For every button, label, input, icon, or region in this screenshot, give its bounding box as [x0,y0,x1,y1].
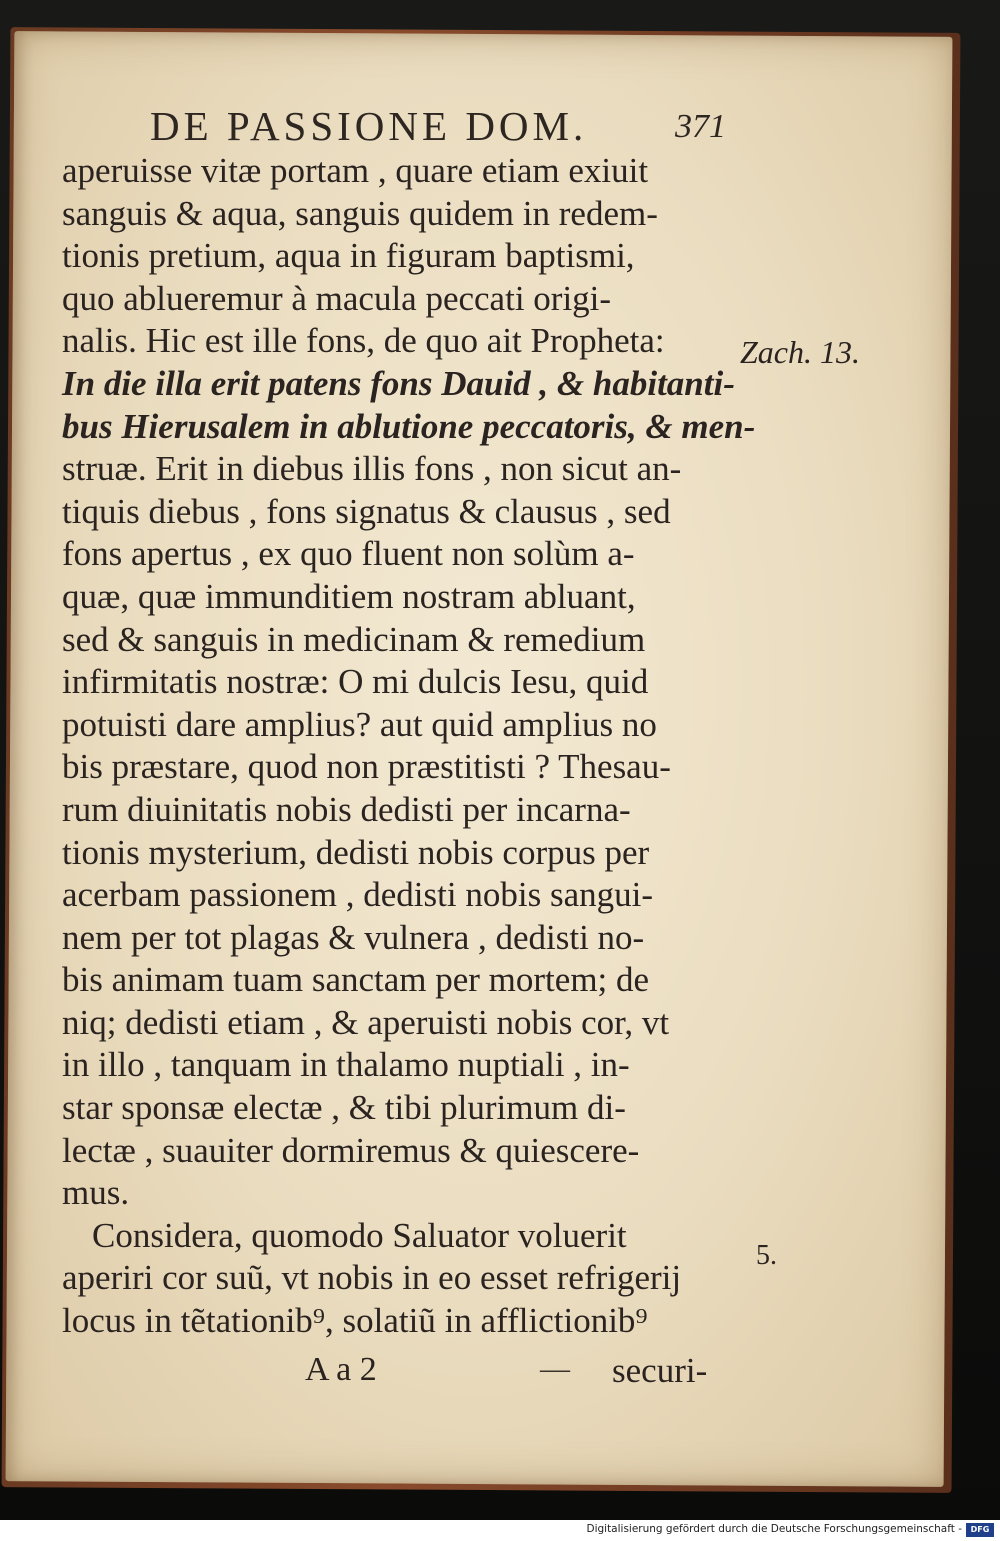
text-line: infirmitatis nostræ: O mi dulcis Iesu, quid [62,662,649,702]
catchword: securi- [612,1351,708,1390]
text-line: struæ. Erit in diebus illis fons , non sicut an- [62,449,682,489]
text-line: tionis pretium, aqua in figuram baptismi, [62,236,635,276]
scripture-quote-line: bus Hierusalem in ablutione peccatoris, & men- [62,406,756,446]
text-line: mus. [62,1173,130,1213]
text-line: acerbam passionem , dedisti nobis sangui- [62,875,653,915]
text-line: bis animam tuam sanctam per mortem; de [62,960,650,1000]
text-line: in illo , tanquam in thalamo nuptiali , in- [62,1045,630,1085]
text-line: tiquis diebus , fons signatus & clausus , sed [62,491,671,531]
text-line: aperuisse vitæ portam , quare etiam exiuit [62,151,649,190]
text-line: locus in tẽtationib⁹, solatiũ in afflictionib⁹ [62,1301,648,1341]
text-line: quæ, quæ immunditiem nostram abluant, [62,576,636,616]
text-line: fons apertus , ex quo fluent non solùm a- [62,534,635,574]
text-line: lectæ , suauiter dormiremus & quiescere- [62,1130,640,1170]
text-line: star sponsæ electæ , & tibi plurimum di- [62,1088,626,1128]
page-number: 371 [675,108,726,145]
text-line: aperiri cor suũ, vt nobis in eo esset refrigerij [62,1258,682,1298]
text-line: sanguis & aqua, sanguis quidem in redem- [62,193,658,233]
margin-section-number: 5. [756,1240,777,1271]
text-line: nem per tot plagas & vulnera , dedisti no- [62,917,645,957]
signature-mark: A a 2 [305,1351,377,1388]
text-line: tionis mysterium, dedisti nobis corpus per [62,832,650,872]
scripture-quote-line: In die illa erit patens fons Dauid , & habitanti- [62,363,735,403]
dfg-logo: DFG [966,1523,994,1537]
credit-bar [0,1520,1000,1541]
text-line: rum diuinitatis nobis dedisti per incarna- [62,789,631,829]
text-line: nalis. Hic est ille fons, de quo ait Propheta: [62,321,665,361]
text-line: sed & sanguis in medicinam & remedium [62,619,646,659]
text-line: niq; dedisti etiam , & aperuisti nobis cor, vt [62,1002,670,1042]
text-line: potuisti dare amplius? aut quid amplius no [62,704,657,744]
credit-text: Digitalisierung gefördert durch die Deutsche Forschungsgemeinschaft - [586,1523,962,1535]
margin-note-zach: Zach. 13. [740,334,860,370]
text-line: bis præstare, quod non præstitisti ? Thesau- [62,747,671,787]
body-text [62,150,756,1343]
footer-dash: — [540,1352,570,1385]
paragraph-start-line: Considera, quomodo Saluator voluerit [92,1215,627,1255]
running-head: DE PASSIONE DOM. [150,103,588,149]
text-line: quo ablueremur à macula peccati origi- [62,278,612,318]
